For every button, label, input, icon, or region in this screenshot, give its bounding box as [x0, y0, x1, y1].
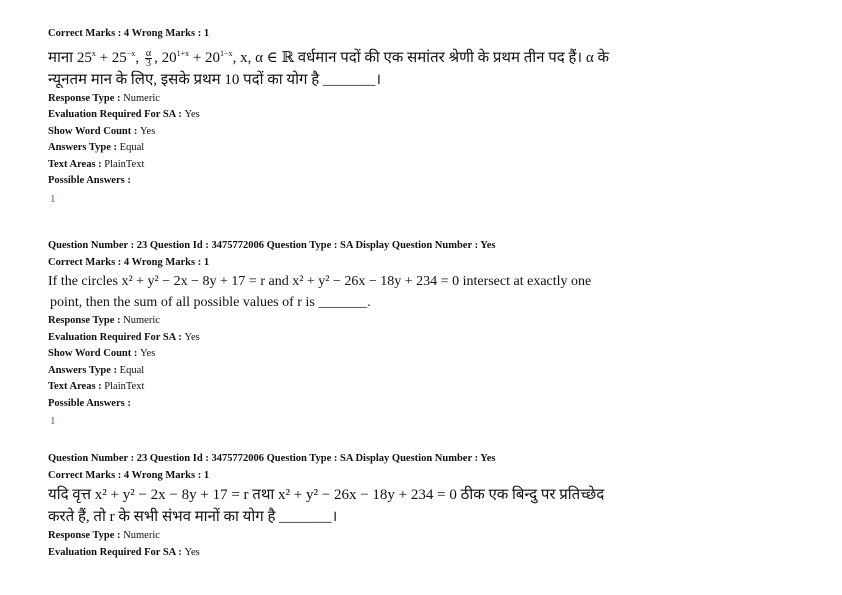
- meta-value: Yes: [184, 331, 200, 343]
- meta-row: [48, 313, 808, 330]
- meta-list: [48, 91, 808, 190]
- meta-value: Yes: [184, 109, 200, 120]
- question-text-part: + 20: [189, 49, 221, 66]
- question-header: Question Number : 23 Question Id : 3475772006 Question Type : SA Display Question Number : Yes: [48, 453, 496, 464]
- question-text-part: माना 25: [48, 49, 92, 66]
- meta-row: [48, 363, 808, 380]
- meta-label: Answers Type :: [48, 364, 118, 376]
- meta-label: Text Areas :: [48, 381, 102, 392]
- question-text-line-1: If the circles x² + y² − 2x − 8y + 17 = r and x² + y² − 26x − 18y + 234 = 0 intersect at exactly one: [48, 274, 592, 289]
- meta-label: Possible Answers :: [48, 397, 131, 409]
- meta-value: Yes: [140, 348, 156, 359]
- meta-list: [48, 313, 808, 412]
- question-text-line-2: न्यूनतम मान के लिए, इसके प्रथम 10 पदों का योग है _______।: [48, 71, 382, 88]
- meta-row: [48, 140, 808, 157]
- meta-value: Yes: [184, 546, 200, 558]
- meta-value: Yes: [140, 125, 156, 137]
- meta-value: Numeric: [123, 315, 160, 326]
- meta-row: [48, 396, 808, 413]
- meta-row: [48, 173, 808, 190]
- question-header: Question Number : 23 Question Id : 3475772006 Question Type : SA Display Question Number : Yes: [48, 240, 496, 251]
- question-text: [48, 43, 808, 69]
- meta-label: Show Word Count :: [48, 125, 138, 137]
- question-block-hindi-circles: [48, 451, 808, 561]
- meta-row: [48, 157, 808, 174]
- meta-row: [48, 346, 808, 363]
- meta-label: Evaluation Required For SA :: [48, 331, 182, 343]
- meta-value: Equal: [119, 142, 145, 153]
- possible-answer: 1: [50, 192, 56, 205]
- meta-label: Response Type :: [48, 315, 121, 326]
- meta-label: Response Type :: [48, 92, 121, 104]
- exponent: 1+x: [176, 48, 190, 58]
- meta-value: Equal: [119, 364, 145, 376]
- question-text-part: , 20: [154, 49, 177, 66]
- meta-label: Answers Type :: [48, 142, 118, 153]
- meta-list: [48, 528, 808, 561]
- meta-label: Show Word Count :: [48, 348, 138, 359]
- meta-row: [48, 330, 808, 347]
- meta-row: [48, 545, 808, 562]
- marks-line: Correct Marks : 4 Wrong Marks : 1: [48, 469, 210, 481]
- meta-row: [48, 91, 808, 108]
- marks-line: Correct Marks : 4 Wrong Marks : 1: [48, 28, 210, 39]
- marks-line: Correct Marks : 4 Wrong Marks : 1: [48, 256, 210, 268]
- meta-row: [48, 124, 808, 141]
- meta-value: PlainText: [104, 158, 145, 170]
- question-text-line-2: point, then the sum of all possible values of r is _______.: [50, 295, 371, 310]
- fraction-denominator: 3: [145, 57, 151, 69]
- exponent: −x: [126, 48, 136, 58]
- meta-label: Evaluation Required For SA :: [48, 109, 182, 120]
- meta-row: [48, 379, 808, 396]
- question-block-hindi-ap: [48, 26, 808, 208]
- fraction: [145, 49, 152, 68]
- meta-row: [48, 107, 808, 124]
- exponent: x: [91, 48, 96, 58]
- question-block-english-circles: [48, 238, 808, 430]
- meta-label: Evaluation Required For SA :: [48, 546, 182, 558]
- meta-label: Response Type :: [48, 530, 121, 541]
- meta-value: Numeric: [123, 530, 160, 541]
- meta-row: [48, 528, 808, 545]
- meta-value: Numeric: [123, 92, 160, 104]
- question-text-line-1: यदि वृत्त x² + y² − 2x − 8y + 17 = r तथा x² + y² − 26x − 18y + 234 = 0 ठीक एक बिन्दु पर प्रतिच्छेद: [48, 487, 605, 503]
- possible-answer: 1: [50, 415, 56, 427]
- exponent: 1−x: [220, 48, 233, 58]
- question-text-part: , x, α ∈ ℝ वर्धमान पदों की एक समांतर श्रेणी के प्रथम तीन पद हैं। α के: [232, 49, 609, 66]
- question-text-part: ,: [135, 49, 143, 66]
- question-text-line-2: करते हैं, तो r के सभी संभव मानों का योग है _______।: [48, 509, 338, 525]
- meta-label: Possible Answers :: [48, 175, 131, 186]
- fraction-numerator: α: [145, 47, 152, 59]
- meta-label: Text Areas :: [48, 158, 102, 170]
- question-text-part: + 25: [95, 49, 127, 66]
- meta-value: PlainText: [104, 381, 145, 392]
